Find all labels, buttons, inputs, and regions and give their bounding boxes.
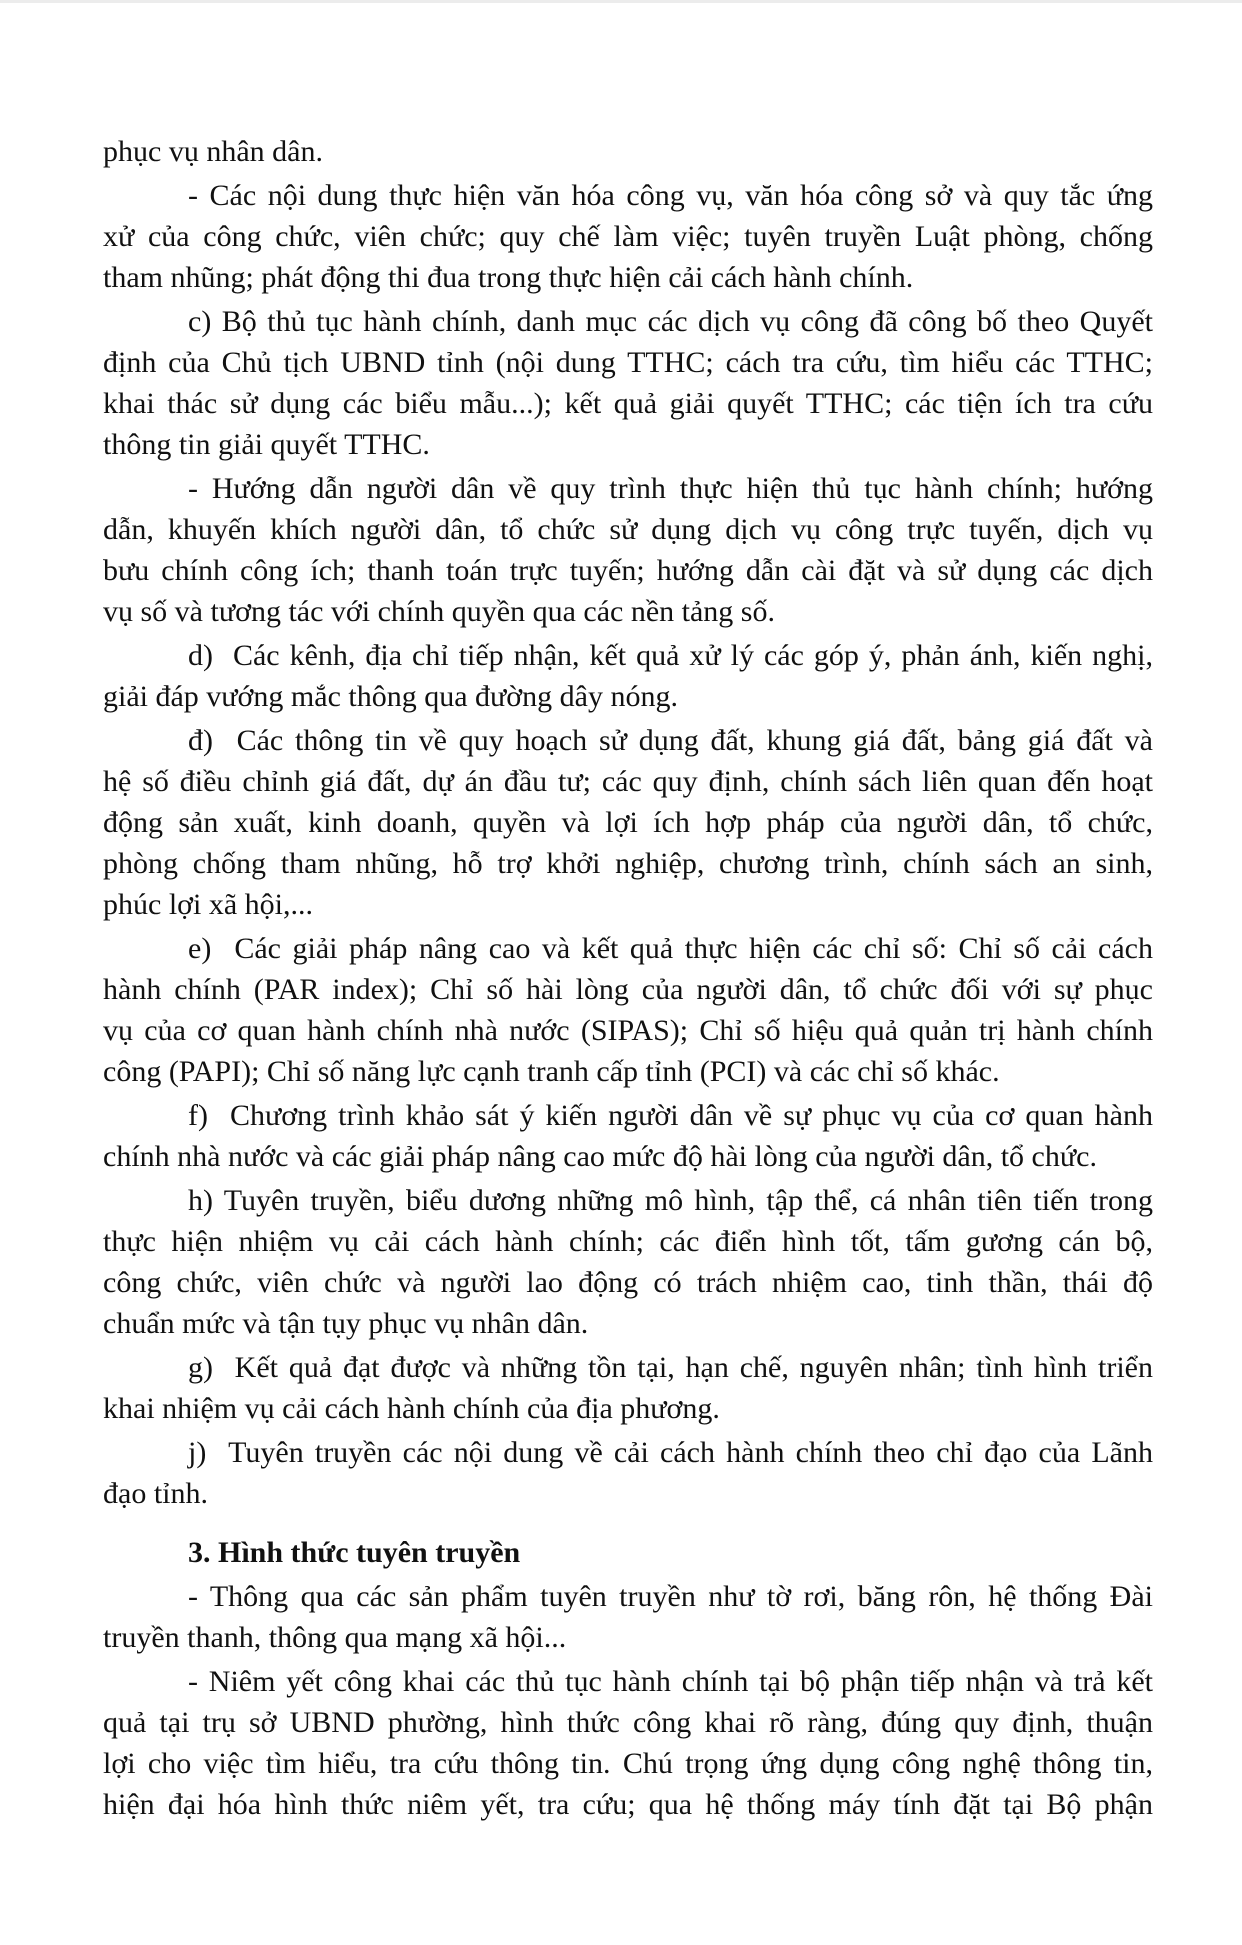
- text-line: - Các nội dung thực hiện văn hóa công vụ, văn hóa công sở và quy tắc ứng: [188, 179, 1153, 212]
- text-line: đạo tỉnh.: [103, 1477, 208, 1510]
- paragraph: [103, 1180, 1153, 1344]
- text-line: định của Chủ tịch UBND tỉnh (nội dung TTHC; cách tra cứu, tìm hiểu các TTHC;: [103, 346, 1153, 379]
- paragraph: [103, 1095, 1153, 1177]
- paragraph: [103, 1661, 1153, 1825]
- text-line: bưu chính công ích; thanh toán trực tuyến; hướng dẫn cài đặt và sử dụng các dịch: [103, 554, 1153, 587]
- text-line: chuẩn mức và tận tụy phục vụ nhân dân.: [103, 1307, 589, 1340]
- text-line: hành chính (PAR index); Chỉ số hài lòng của người dân, tổ chức đối với sự phục: [103, 973, 1153, 1006]
- text-line: công chức, viên chức và người lao động có trách nhiệm cao, tinh thần, thái độ: [103, 1266, 1153, 1299]
- paragraph: [103, 720, 1153, 925]
- text-line: vụ của cơ quan hành chính nhà nước (SIPAS); Chỉ số hiệu quả quản trị hành chính: [103, 1014, 1153, 1047]
- text-line: f) Chương trình khảo sát ý kiến người dân về sự phục vụ của cơ quan hành: [188, 1099, 1153, 1132]
- text-line: d) Các kênh, địa chỉ tiếp nhận, kết quả xử lý các góp ý, phản ánh, kiến nghị,: [188, 639, 1153, 672]
- paragraph: [103, 1576, 1153, 1658]
- text-line: tham nhũng; phát động thi đua trong thực hiện cải cách hành chính.: [103, 261, 914, 294]
- paragraph: [103, 175, 1153, 298]
- text-line: truyền thanh, thông qua mạng xã hội...: [103, 1621, 567, 1654]
- paragraph: [103, 928, 1153, 1092]
- section-heading: [103, 1532, 1153, 1573]
- paragraph: [103, 1432, 1153, 1514]
- text-line: hệ số điều chỉnh giá đất, dự án đầu tư; các quy định, chính sách liên quan đến hoạt: [103, 765, 1153, 798]
- paragraph: [103, 131, 1153, 172]
- text-line: phúc lợi xã hội,...: [103, 888, 313, 921]
- paragraph: [103, 635, 1153, 717]
- text-line: khai nhiệm vụ cải cách hành chính của địa phương.: [103, 1392, 720, 1425]
- paragraph: [103, 468, 1153, 632]
- text-line: h) Tuyên truyền, biểu dương những mô hình, tập thể, cá nhân tiên tiến trong: [188, 1184, 1153, 1217]
- text-line: g) Kết quả đạt được và những tồn tại, hạn chế, nguyên nhân; tình hình triển: [188, 1351, 1153, 1384]
- text-line: c) Bộ thủ tục hành chính, danh mục các dịch vụ công đã công bố theo Quyết: [188, 305, 1153, 338]
- document-page: [0, 3, 1242, 1825]
- text-line: xử của công chức, viên chức; quy chế làm việc; tuyên truyền Luật phòng, chống: [103, 220, 1153, 253]
- text-line: công (PAPI); Chỉ số năng lực cạnh tranh cấp tỉnh (PCI) và các chỉ số khác.: [103, 1055, 1000, 1088]
- text-line: giải đáp vướng mắc thông qua đường dây nóng.: [103, 680, 678, 713]
- text-line: e) Các giải pháp nâng cao và kết quả thực hiện các chỉ số: Chỉ số cải cách: [188, 932, 1153, 965]
- text-line: - Thông qua các sản phẩm tuyên truyền như tờ rơi, băng rôn, hệ thống Đài: [188, 1580, 1153, 1613]
- text-line: j) Tuyên truyền các nội dung về cải cách hành chính theo chỉ đạo của Lãnh: [188, 1436, 1153, 1469]
- text-line: quả tại trụ sở UBND phường, hình thức công khai rõ ràng, đúng quy định, thuận: [103, 1706, 1153, 1739]
- text-line: - Niêm yết công khai các thủ tục hành chính tại bộ phận tiếp nhận và trả kết: [188, 1665, 1153, 1698]
- text-line: thực hiện nhiệm vụ cải cách hành chính; các điển hình tốt, tấm gương cán bộ,: [103, 1225, 1153, 1258]
- text-line: thông tin giải quyết TTHC.: [103, 428, 430, 461]
- text-line: vụ số và tương tác với chính quyền qua các nền tảng số.: [103, 595, 775, 628]
- text-line: khai thác sử dụng các biểu mẫu...); kết quả giải quyết TTHC; các tiện ích tra cứu: [103, 387, 1153, 420]
- paragraph: [103, 1347, 1153, 1429]
- text-line: 3. Hình thức tuyên truyền: [188, 1536, 521, 1569]
- text-line: lợi cho việc tìm hiểu, tra cứu thông tin. Chú trọng ứng dụng công nghệ thông tin,: [103, 1747, 1153, 1780]
- text-line: hiện đại hóa hình thức niêm yết, tra cứu; qua hệ thống máy tính đặt tại Bộ phận: [103, 1788, 1153, 1821]
- text-line: chính nhà nước và các giải pháp nâng cao mức độ hài lòng của người dân, tổ chức.: [103, 1140, 1097, 1173]
- text-line: dẫn, khuyến khích người dân, tổ chức sử dụng dịch vụ công trực tuyến, dịch vụ: [103, 513, 1153, 546]
- text-line: phòng chống tham nhũng, hỗ trợ khởi nghiệp, chương trình, chính sách an sinh,: [103, 847, 1153, 880]
- paragraph: [103, 301, 1153, 465]
- text-line: đ) Các thông tin về quy hoạch sử dụng đất, khung giá đất, bảng giá đất và: [188, 724, 1153, 757]
- text-line: động sản xuất, kinh doanh, quyền và lợi ích hợp pháp của người dân, tổ chức,: [103, 806, 1153, 839]
- text-line: phục vụ nhân dân.: [103, 135, 323, 168]
- text-line: - Hướng dẫn người dân về quy trình thực hiện thủ tục hành chính; hướng: [188, 472, 1153, 505]
